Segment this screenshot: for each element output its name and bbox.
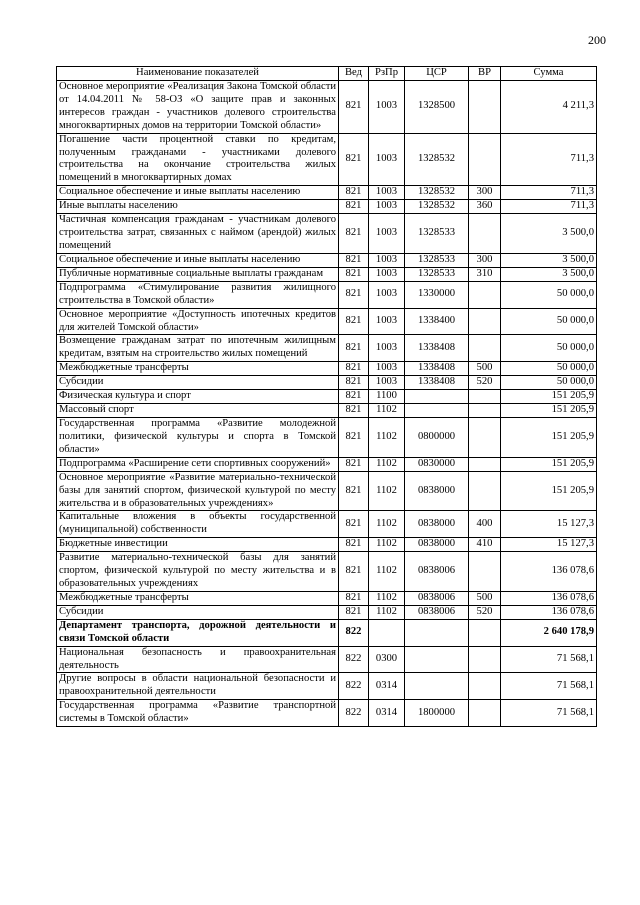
row-name: Подпрограмма «Стимулирование развития жилищного строительства в Томской области» bbox=[57, 281, 339, 308]
row-vr bbox=[469, 281, 501, 308]
row-sum: 711,3 bbox=[501, 200, 597, 214]
row-csr: 0838000 bbox=[405, 511, 469, 538]
row-sum: 711,3 bbox=[501, 186, 597, 200]
row-vr: 410 bbox=[469, 538, 501, 552]
row-csr: 1328533 bbox=[405, 267, 469, 281]
row-ved: 821 bbox=[339, 538, 369, 552]
header-name: Наименование показателей bbox=[57, 67, 339, 81]
table-row bbox=[57, 281, 597, 308]
row-ved: 821 bbox=[339, 390, 369, 404]
table-row bbox=[57, 133, 597, 186]
row-sum: 71 568,1 bbox=[501, 700, 597, 727]
row-csr: 1328533 bbox=[405, 253, 469, 267]
row-ved: 821 bbox=[339, 253, 369, 267]
row-rzpr bbox=[369, 619, 405, 646]
row-csr: 1328533 bbox=[405, 214, 469, 254]
row-sum: 15 127,3 bbox=[501, 511, 597, 538]
row-ved: 821 bbox=[339, 267, 369, 281]
row-sum: 3 500,0 bbox=[501, 214, 597, 254]
header-vr: ВР bbox=[469, 67, 501, 81]
row-vr bbox=[469, 457, 501, 471]
row-vr bbox=[469, 552, 501, 592]
row-name: Основное мероприятие «Развитие материально-технической базы для занятий спортом, физической культурой по месту жительства и в образовательных учреждениях» bbox=[57, 471, 339, 511]
row-csr bbox=[405, 390, 469, 404]
table-row bbox=[57, 619, 597, 646]
row-rzpr: 0300 bbox=[369, 646, 405, 673]
budget-table bbox=[56, 66, 597, 727]
row-csr: 1328532 bbox=[405, 200, 469, 214]
table-row bbox=[57, 80, 597, 133]
row-sum: 50 000,0 bbox=[501, 281, 597, 308]
row-rzpr: 1102 bbox=[369, 605, 405, 619]
row-rzpr: 0314 bbox=[369, 673, 405, 700]
row-sum: 71 568,1 bbox=[501, 673, 597, 700]
row-rzpr: 1102 bbox=[369, 457, 405, 471]
row-vr: 520 bbox=[469, 605, 501, 619]
row-csr bbox=[405, 673, 469, 700]
row-name: Межбюджетные трансферты bbox=[57, 591, 339, 605]
row-csr: 1338408 bbox=[405, 376, 469, 390]
row-name: Иные выплаты населению bbox=[57, 200, 339, 214]
row-csr: 0838006 bbox=[405, 591, 469, 605]
table-row bbox=[57, 457, 597, 471]
header-sum: Сумма bbox=[501, 67, 597, 81]
row-csr: 0830000 bbox=[405, 457, 469, 471]
row-csr: 1330000 bbox=[405, 281, 469, 308]
row-name: Погашение части процентной ставки по кредитам, полученным гражданами - участниками долевого строительства на окончание строительства жилых помещений в многоквартирных домах bbox=[57, 133, 339, 186]
row-name: Социальное обеспечение и иные выплаты населению bbox=[57, 186, 339, 200]
row-vr: 520 bbox=[469, 376, 501, 390]
table-row bbox=[57, 700, 597, 727]
row-csr: 1328532 bbox=[405, 133, 469, 186]
row-ved: 821 bbox=[339, 457, 369, 471]
row-vr: 300 bbox=[469, 253, 501, 267]
row-vr bbox=[469, 133, 501, 186]
row-sum: 4 211,3 bbox=[501, 80, 597, 133]
row-csr: 1338400 bbox=[405, 308, 469, 335]
table-row bbox=[57, 511, 597, 538]
row-name: Основное мероприятие «Доступность ипотечных кредитов для жителей Томской области» bbox=[57, 308, 339, 335]
table-row bbox=[57, 362, 597, 376]
row-vr: 500 bbox=[469, 591, 501, 605]
row-name: Бюджетные инвестиции bbox=[57, 538, 339, 552]
row-name: Подпрограмма «Расширение сети спортивных сооружений» bbox=[57, 457, 339, 471]
row-vr: 360 bbox=[469, 200, 501, 214]
row-rzpr: 1102 bbox=[369, 552, 405, 592]
row-sum: 50 000,0 bbox=[501, 335, 597, 362]
row-name: Субсидии bbox=[57, 605, 339, 619]
row-sum: 136 078,6 bbox=[501, 605, 597, 619]
row-ved: 821 bbox=[339, 605, 369, 619]
row-ved: 822 bbox=[339, 673, 369, 700]
row-rzpr: 1003 bbox=[369, 80, 405, 133]
row-name: Субсидии bbox=[57, 376, 339, 390]
row-name: Публичные нормативные социальные выплаты гражданам bbox=[57, 267, 339, 281]
row-name: Национальная безопасность и правоохранительная деятельность bbox=[57, 646, 339, 673]
table-row bbox=[57, 538, 597, 552]
row-ved: 821 bbox=[339, 417, 369, 457]
table-row bbox=[57, 673, 597, 700]
row-name: Государственная программа «Развитие транспортной системы в Томской области» bbox=[57, 700, 339, 727]
table-row bbox=[57, 552, 597, 592]
table-row bbox=[57, 471, 597, 511]
table-row bbox=[57, 200, 597, 214]
row-name: Департамент транспорта, дорожной деятельности и связи Томской области bbox=[57, 619, 339, 646]
row-vr bbox=[469, 700, 501, 727]
row-vr bbox=[469, 646, 501, 673]
row-name: Развитие материально-технической базы для занятий спортом, физической культурой по месту жительства и в образовательных учреждениях bbox=[57, 552, 339, 592]
table-row bbox=[57, 404, 597, 418]
row-csr: 0800000 bbox=[405, 417, 469, 457]
row-rzpr: 0314 bbox=[369, 700, 405, 727]
row-sum: 50 000,0 bbox=[501, 308, 597, 335]
row-rzpr: 1003 bbox=[369, 133, 405, 186]
row-csr bbox=[405, 619, 469, 646]
row-sum: 50 000,0 bbox=[501, 376, 597, 390]
row-ved: 822 bbox=[339, 700, 369, 727]
row-rzpr: 1102 bbox=[369, 511, 405, 538]
row-rzpr: 1003 bbox=[369, 376, 405, 390]
row-ved: 821 bbox=[339, 591, 369, 605]
table-row bbox=[57, 267, 597, 281]
table-row bbox=[57, 605, 597, 619]
row-sum: 136 078,6 bbox=[501, 591, 597, 605]
row-vr bbox=[469, 80, 501, 133]
row-vr: 500 bbox=[469, 362, 501, 376]
table-row bbox=[57, 214, 597, 254]
row-csr: 0838006 bbox=[405, 605, 469, 619]
row-sum: 136 078,6 bbox=[501, 552, 597, 592]
table-row bbox=[57, 390, 597, 404]
row-csr: 0838006 bbox=[405, 552, 469, 592]
row-csr: 1338408 bbox=[405, 362, 469, 376]
row-vr: 400 bbox=[469, 511, 501, 538]
table-row bbox=[57, 253, 597, 267]
row-vr: 310 bbox=[469, 267, 501, 281]
row-name: Капитальные вложения в объекты государственной (муниципальной) собственности bbox=[57, 511, 339, 538]
row-vr bbox=[469, 673, 501, 700]
row-vr: 300 bbox=[469, 186, 501, 200]
row-sum: 3 500,0 bbox=[501, 253, 597, 267]
row-rzpr: 1102 bbox=[369, 471, 405, 511]
row-csr: 1328532 bbox=[405, 186, 469, 200]
row-vr bbox=[469, 335, 501, 362]
row-name: Возмещение гражданам затрат по ипотечным жилищным кредитам, взятым на строительство жилых помещений bbox=[57, 335, 339, 362]
row-sum: 71 568,1 bbox=[501, 646, 597, 673]
row-sum: 2 640 178,9 bbox=[501, 619, 597, 646]
row-name: Межбюджетные трансферты bbox=[57, 362, 339, 376]
row-ved: 821 bbox=[339, 214, 369, 254]
row-rzpr: 1003 bbox=[369, 335, 405, 362]
row-rzpr: 1003 bbox=[369, 267, 405, 281]
row-csr bbox=[405, 404, 469, 418]
row-name: Частичная компенсация гражданам - участникам долевого строительства затрат, связанных с наймом (арендой) жилых помещений bbox=[57, 214, 339, 254]
row-rzpr: 1003 bbox=[369, 362, 405, 376]
row-sum: 151 205,9 bbox=[501, 390, 597, 404]
row-ved: 821 bbox=[339, 552, 369, 592]
row-vr bbox=[469, 471, 501, 511]
row-rzpr: 1102 bbox=[369, 591, 405, 605]
row-rzpr: 1003 bbox=[369, 200, 405, 214]
page-number: 200 bbox=[588, 33, 606, 47]
row-rzpr: 1102 bbox=[369, 417, 405, 457]
header-csr: ЦСР bbox=[405, 67, 469, 81]
row-sum: 711,3 bbox=[501, 133, 597, 186]
row-name: Массовый спорт bbox=[57, 404, 339, 418]
row-ved: 821 bbox=[339, 308, 369, 335]
row-rzpr: 1003 bbox=[369, 308, 405, 335]
table-row bbox=[57, 646, 597, 673]
row-vr bbox=[469, 619, 501, 646]
header-rzpr: РзПр bbox=[369, 67, 405, 81]
row-sum: 50 000,0 bbox=[501, 362, 597, 376]
row-rzpr: 1003 bbox=[369, 253, 405, 267]
row-sum: 3 500,0 bbox=[501, 267, 597, 281]
row-rzpr: 1100 bbox=[369, 390, 405, 404]
row-sum: 151 205,9 bbox=[501, 471, 597, 511]
table-row bbox=[57, 591, 597, 605]
table-row bbox=[57, 186, 597, 200]
row-csr: 1800000 bbox=[405, 700, 469, 727]
row-vr bbox=[469, 390, 501, 404]
row-csr: 0838000 bbox=[405, 538, 469, 552]
row-rzpr: 1102 bbox=[369, 404, 405, 418]
table-header-row bbox=[57, 67, 597, 81]
row-ved: 821 bbox=[339, 80, 369, 133]
row-name: Другие вопросы в области национальной безопасности и правоохранительной деятельности bbox=[57, 673, 339, 700]
row-name: Физическая культура и спорт bbox=[57, 390, 339, 404]
table-row bbox=[57, 308, 597, 335]
row-ved: 821 bbox=[339, 133, 369, 186]
row-csr: 0838000 bbox=[405, 471, 469, 511]
row-ved: 821 bbox=[339, 335, 369, 362]
row-ved: 822 bbox=[339, 646, 369, 673]
table-row bbox=[57, 376, 597, 390]
row-name: Основное мероприятие «Реализация Закона Томской области от 14.04.2011 № 58-ОЗ «О защите прав и законных интересов граждан - участников долевого строительства многоквартирных домов на территории Томской области» bbox=[57, 80, 339, 133]
row-vr bbox=[469, 404, 501, 418]
row-ved: 821 bbox=[339, 281, 369, 308]
row-ved: 821 bbox=[339, 200, 369, 214]
row-vr bbox=[469, 214, 501, 254]
row-sum: 151 205,9 bbox=[501, 417, 597, 457]
row-sum: 15 127,3 bbox=[501, 538, 597, 552]
row-csr bbox=[405, 646, 469, 673]
row-sum: 151 205,9 bbox=[501, 404, 597, 418]
table-row bbox=[57, 417, 597, 457]
row-rzpr: 1003 bbox=[369, 186, 405, 200]
row-ved: 821 bbox=[339, 471, 369, 511]
row-sum: 151 205,9 bbox=[501, 457, 597, 471]
row-csr: 1338408 bbox=[405, 335, 469, 362]
row-ved: 821 bbox=[339, 404, 369, 418]
row-ved: 821 bbox=[339, 186, 369, 200]
row-csr: 1328500 bbox=[405, 80, 469, 133]
row-rzpr: 1003 bbox=[369, 214, 405, 254]
header-ved: Вед bbox=[339, 67, 369, 81]
row-rzpr: 1102 bbox=[369, 538, 405, 552]
row-ved: 822 bbox=[339, 619, 369, 646]
row-rzpr: 1003 bbox=[369, 281, 405, 308]
row-name: Государственная программа «Развитие молодежной политики, физической культуры и спорта в Томской области» bbox=[57, 417, 339, 457]
row-ved: 821 bbox=[339, 511, 369, 538]
row-vr bbox=[469, 308, 501, 335]
table-row bbox=[57, 335, 597, 362]
row-name: Социальное обеспечение и иные выплаты населению bbox=[57, 253, 339, 267]
row-ved: 821 bbox=[339, 362, 369, 376]
row-vr bbox=[469, 417, 501, 457]
row-ved: 821 bbox=[339, 376, 369, 390]
